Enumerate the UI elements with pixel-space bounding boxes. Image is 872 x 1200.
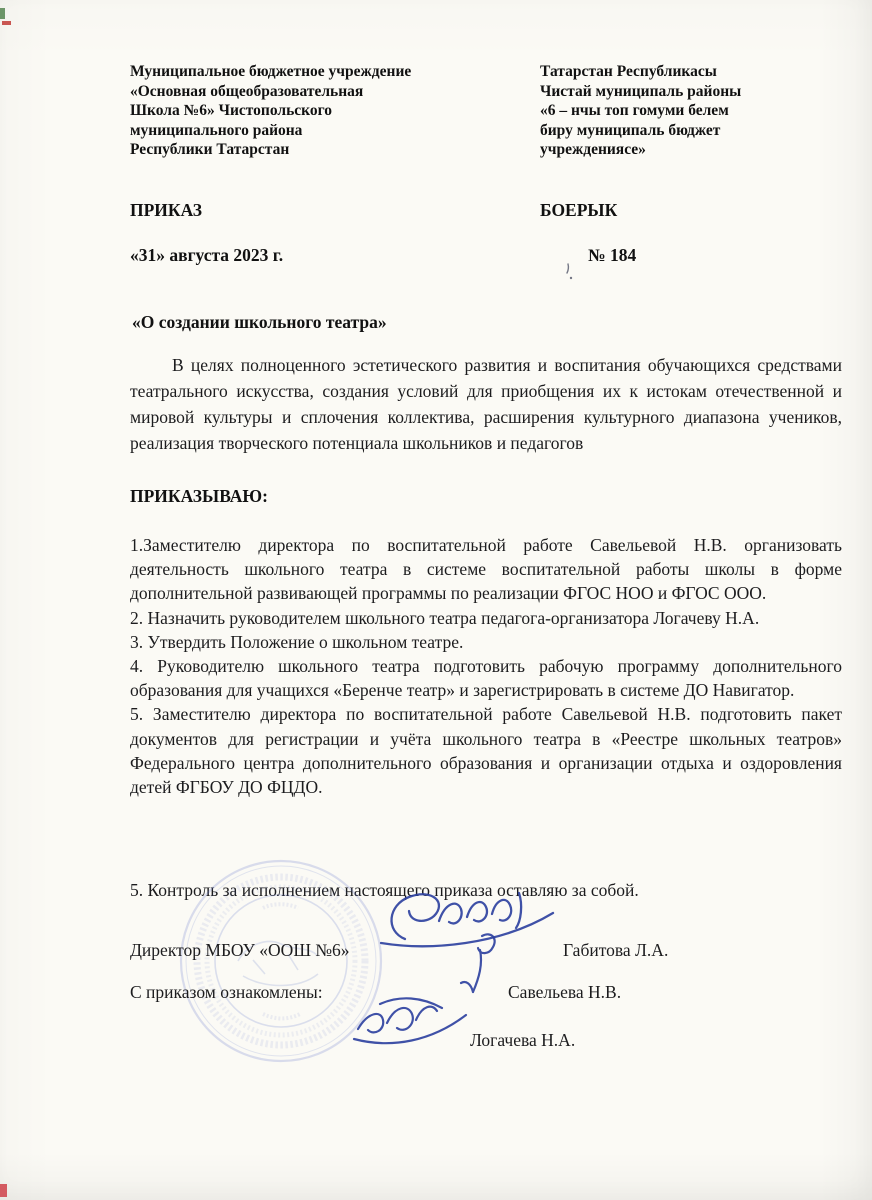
letterhead-line: «6 – нчы топ гомуми белем xyxy=(540,102,729,120)
letterhead-russian xyxy=(130,62,530,160)
director-role: Директор МБОУ «ООШ №6» xyxy=(130,940,350,960)
logacheva-name: Логачева Н.А. xyxy=(470,1030,576,1050)
order-number: № 184 xyxy=(588,245,637,265)
director-name: Габитова Л.А. xyxy=(563,940,669,960)
letterhead-line: Республики Татарстан xyxy=(130,141,290,159)
letterhead-line: Школа №6» Чистопольского xyxy=(130,102,333,120)
resolve-label: ПРИКАЗЫВАЮ: xyxy=(130,486,268,506)
letterhead-line: Муниципальное бюджетное учреждение xyxy=(130,63,412,80)
scan-artifact-red-bottom xyxy=(0,1184,7,1197)
order-subject: «О создании школьного театра» xyxy=(132,312,387,332)
signature-logacheva xyxy=(350,993,470,1049)
order-item-4: 4. Руководителю школьного театра подготовить рабочую программу дополнительного образования для учащихся «Беренче театр» и зарегистрировать в системе ДО Навигатор. xyxy=(130,656,842,701)
ink-mark xyxy=(562,262,578,282)
order-title-tatar: БОЕРЫК xyxy=(540,200,618,220)
savelyeva-name: Савельева Н.В. xyxy=(508,982,622,1002)
letterhead-line: биру муниципаль бюджет xyxy=(540,121,721,139)
order-item-1: 1.Заместителю директора по воспитательной работе Савельевой Н.В. организовать деятельность школьного театра в системе воспитательной работы школы в форме дополнительной развивающей программы по реализации ФГОС НОО и ФГОС ООО. xyxy=(130,535,842,604)
scan-artifact-red-top xyxy=(2,21,11,25)
order-item-3: 3. Утвердить Положение о школьном театре. xyxy=(130,631,464,652)
order-items xyxy=(130,533,842,799)
letterhead-tatar xyxy=(540,62,850,160)
scan-artifact-green xyxy=(0,8,5,19)
order-item-2: 2. Назначить руководителем школьного театра педагога-организатора Логачеву Н.А. xyxy=(130,607,760,628)
order-date: «31» августа 2023 г. xyxy=(130,245,284,265)
letterhead-line: учреждениясе» xyxy=(540,141,646,159)
order-item-5: 5. Заместителю директора по воспитательной работе Савельевой Н.В. подготовить пакет документов для регистрации и учёта школьного театра в «Реестре школьных театров» Федерального центра дополнительного образования и организации отдыха и оздоровления детей ФГБОУ ДО ФЦДО. xyxy=(130,704,842,798)
letterhead-line: Чистай муниципаль районы xyxy=(540,82,742,100)
order-title-russian: ПРИКАЗ xyxy=(130,200,203,220)
acknowledged-label: С приказом ознакомлены: xyxy=(130,982,323,1002)
letterhead-line: муниципального района xyxy=(130,121,303,139)
signature-savelyeva xyxy=(452,930,507,1000)
preamble-paragraph: В целях полноценного эстетического развития и воспитания обучающихся средствами театрального искусства, создания условий для приобщения их к истокам отечественной и мировой культуры и сплочения коллектива, расширения культурного диапазона учеников, реализация творческого потенциала школьников и педагогов xyxy=(130,355,842,453)
control-paragraph: 5. Контроль за исполнением настоящего приказа оставляю за собой. xyxy=(130,880,639,900)
letterhead-line: Татарстан Республикасы xyxy=(540,63,717,80)
letterhead-line: «Основная общеобразовательная xyxy=(130,82,364,100)
